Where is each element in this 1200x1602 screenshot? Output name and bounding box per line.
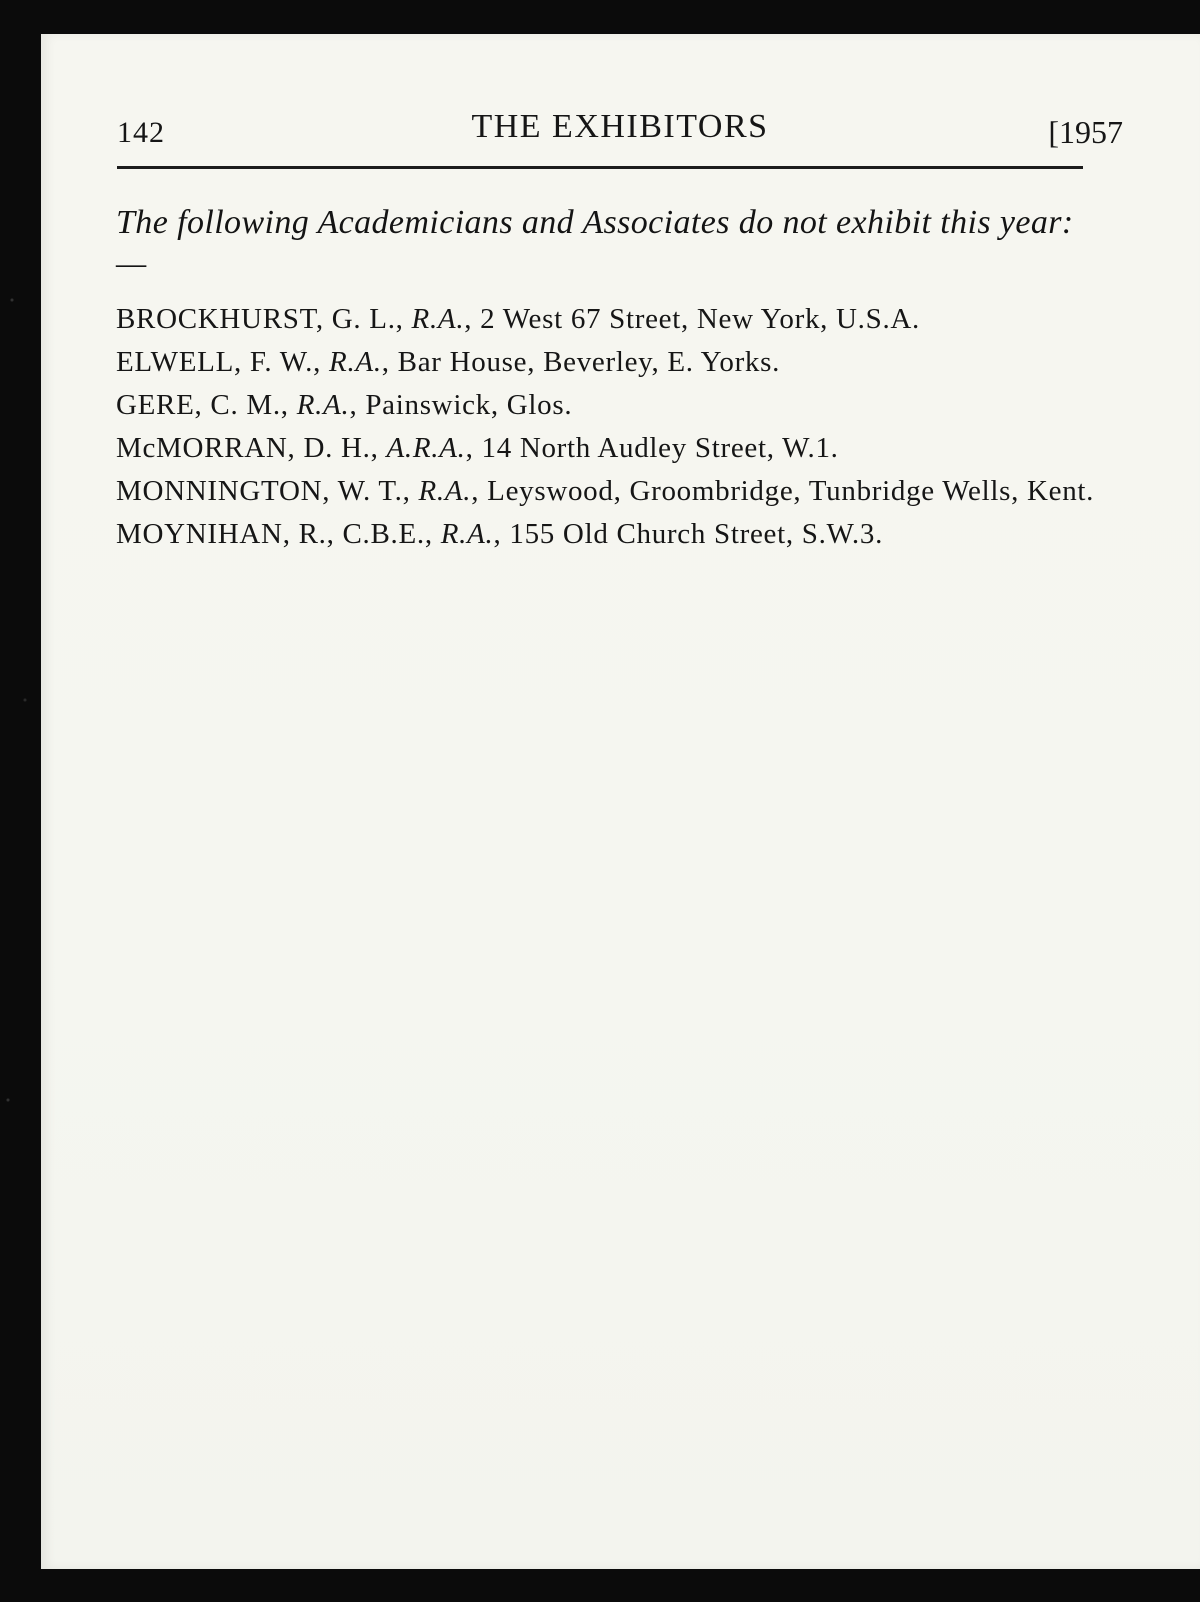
member-address: , Painswick, Glos. — [349, 389, 573, 421]
running-title: THE EXHIBITORS — [471, 108, 769, 145]
member-rank: R.A. — [296, 389, 350, 421]
member-rank: R.A. — [329, 346, 382, 378]
intro-text: The following Academicians and Associates do not exhibit this year:— — [116, 204, 1074, 282]
member-name: MONNINGTON, W. T., — [116, 475, 419, 507]
member-name: MOYNIHAN, R., C.B.E., — [116, 518, 441, 550]
running-header — [117, 108, 1123, 148]
member-address: , 2 West 67 Street, New York, U.S.A. — [464, 303, 921, 335]
year-marker: [1957 — [1048, 114, 1123, 150]
member-name: GERE, C. M., — [116, 389, 297, 421]
member-rank: R.A. — [411, 303, 465, 335]
member-address: , 14 North Audley Street, W.1. — [465, 432, 839, 464]
list-item — [116, 431, 1096, 465]
member-name: ELWELL, F. W., — [116, 346, 330, 378]
list-item — [116, 302, 1096, 336]
member-address: , Leyswood, Groombridge, Tunbridge Wells, Kent. — [471, 475, 1095, 507]
member-address: , 155 Old Church Street, S.W.3. — [493, 518, 884, 550]
list-item — [116, 517, 1096, 551]
member-rank: A.R.A. — [386, 432, 466, 464]
member-rank: R.A. — [418, 475, 472, 507]
list-item — [116, 474, 1096, 508]
absent-members-list — [116, 302, 1096, 560]
page-number: 142 — [117, 116, 165, 149]
list-item — [116, 388, 1096, 422]
list-item — [116, 345, 1096, 379]
member-rank: R.A. — [440, 518, 494, 550]
member-name: McMORRAN, D. H., — [116, 432, 387, 464]
member-address: , Bar House, Beverley, E. Yorks. — [381, 346, 781, 378]
header-rule — [117, 166, 1083, 169]
member-name: BROCKHURST, G. L., — [116, 303, 412, 335]
